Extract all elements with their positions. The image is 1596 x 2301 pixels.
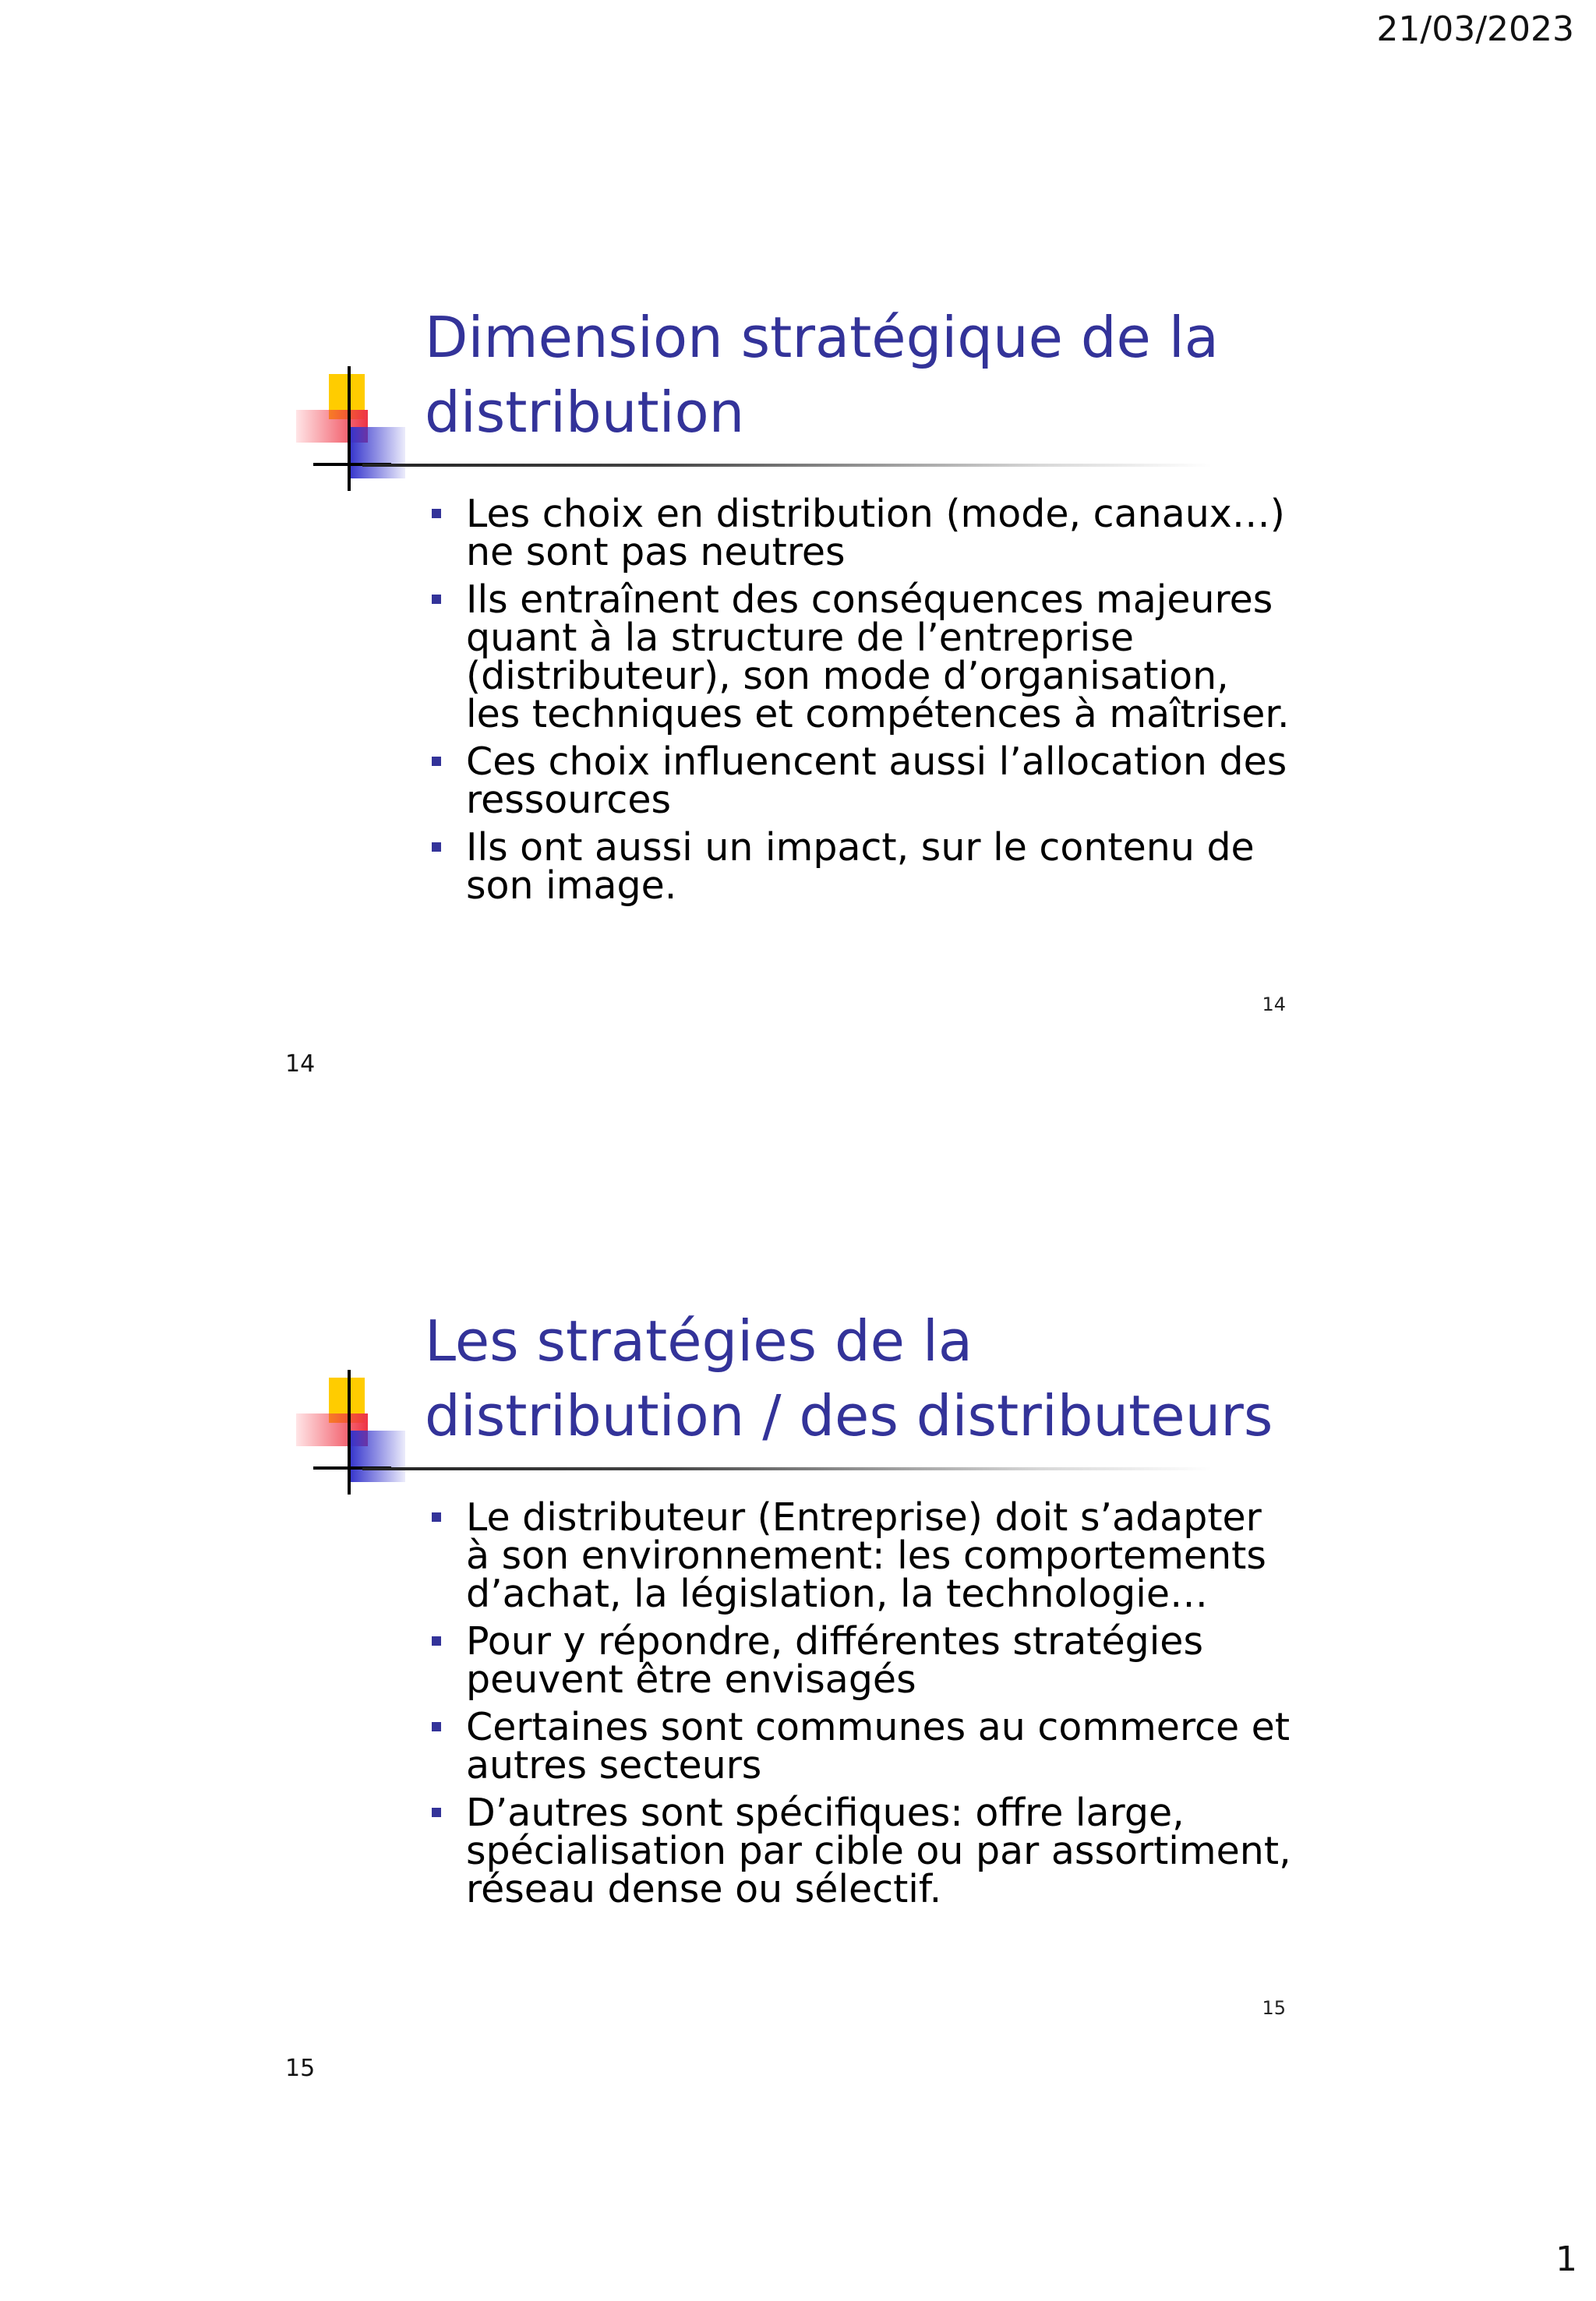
print-date: 21/03/2023	[1376, 9, 1574, 49]
bullet-item: Ils entraînent des conséquences majeures quant à la structure de l’entreprise (distributeur), son mode d’organisation, les techniques et compétences à maîtriser.	[429, 581, 1294, 733]
title-underline	[362, 464, 1212, 467]
slide-number: 14	[1262, 993, 1286, 1015]
handout-slide-number: 14	[285, 1050, 316, 1078]
slide-logo-decoration	[296, 374, 421, 491]
bullet-square-icon	[432, 509, 441, 518]
slide-title: Les stratégies de la distribution / des distributeurs	[425, 1308, 1273, 1449]
title-underline	[362, 1467, 1212, 1470]
slide-title: Dimension stratégique de la distribution	[425, 305, 1219, 445]
bullet-item: Certaines sont communes au commerce et autres secteurs	[429, 1708, 1294, 1784]
slide-number: 15	[1262, 1997, 1286, 2019]
bullet-square-icon	[432, 842, 441, 852]
slide-logo-decoration	[296, 1378, 421, 1495]
bullet-square-icon	[432, 1808, 441, 1817]
bullet-item: Ils ont aussi un impact, sur le contenu de son image.	[429, 828, 1294, 905]
bullet-square-icon	[432, 757, 441, 766]
bullet-item: Le distributeur (Entreprise) doit s’adapter à son environnement: les comportements d’achat, la législation, la technologie…	[429, 1498, 1294, 1613]
bullet-square-icon	[432, 595, 441, 604]
bullet-square-icon	[432, 1636, 441, 1646]
bullet-square-icon	[432, 1512, 441, 1522]
bullet-item: Ces choix influencent aussi l’allocation des ressources	[429, 743, 1294, 819]
slide-14	[288, 265, 1309, 1044]
bullet-square-icon	[432, 1722, 441, 1731]
handout-slide-number: 15	[285, 2055, 316, 2082]
bullet-item: Pour y répondre, différentes stratégies peuvent être envisagés	[429, 1622, 1294, 1699]
bullet-list	[429, 492, 1294, 914]
bullet-item: D’autres sont spécifiques: offre large, spécialisation par cible ou par assortiment, réseau dense ou sélectif.	[429, 1794, 1294, 1908]
bullet-list	[429, 1495, 1294, 1918]
page-number: 1	[1555, 2239, 1577, 2279]
bullet-item: Les choix en distribution (mode, canaux…) ne sont pas neutres	[429, 495, 1294, 571]
slide-15	[288, 1269, 1309, 2048]
